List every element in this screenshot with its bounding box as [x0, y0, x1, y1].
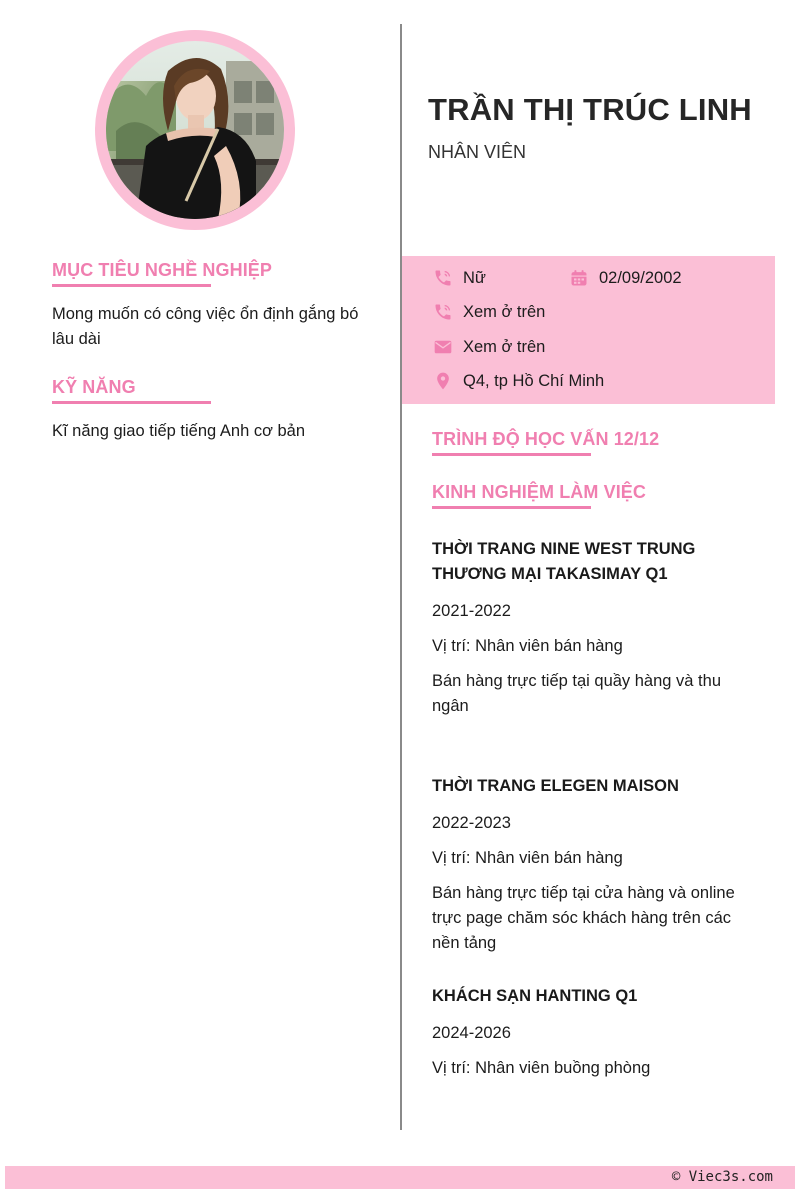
contact-gender: [433, 268, 486, 288]
experience-section: [432, 480, 762, 1081]
objective-text: Mong muốn có công việc ổn định gắng bó lâu dài: [52, 305, 359, 348]
address-value: Q4, tp Hồ Chí Minh: [463, 371, 605, 390]
profile-photo: [106, 41, 284, 219]
section-underline: [52, 284, 211, 287]
phone-icon: [433, 302, 453, 322]
birthday-value: 02/09/2002: [599, 268, 682, 287]
career-objective-section: [52, 258, 372, 352]
email-icon: [433, 337, 453, 357]
job-entry: [432, 774, 762, 956]
job-entry: [432, 984, 762, 1081]
job-company: THỜI TRANG ELEGEN MAISON: [432, 777, 679, 795]
job-description: Bán hàng trực tiếp tại cửa hàng và online trực page chăm sóc khách hàng trên các nền tảng: [432, 884, 735, 952]
section-underline: [432, 453, 591, 456]
contact-info-box: [402, 256, 775, 404]
job-description: Bán hàng trực tiếp tại quầy hàng và thu ngân: [432, 672, 721, 715]
job-entry: [432, 537, 762, 719]
job-period: 2021-2022: [432, 602, 511, 620]
job-company: THỜI TRANG NINE WEST TRUNG THƯƠNG MẠI TAKASIMAY Q1: [432, 540, 696, 583]
contact-address: [433, 371, 604, 391]
contact-email: [433, 337, 545, 357]
footer-watermark: © Viec3s.com: [671, 1169, 773, 1185]
candidate-name: TRẦN THỊ TRÚC LINH: [428, 92, 752, 127]
job-position: Vị trí: Nhân viên bán hàng: [432, 637, 623, 655]
avatar: [95, 30, 295, 230]
job-period: 2024-2026: [432, 1024, 511, 1042]
calendar-icon: [569, 268, 589, 288]
contact-phone: [433, 302, 545, 322]
column-divider: [400, 24, 402, 1130]
skills-text: Kĩ năng giao tiếp tiếng Anh cơ bản: [52, 422, 306, 440]
section-title-objective: MỤC TIÊU NGHỀ NGHIỆP: [52, 260, 273, 280]
section-underline: [52, 401, 211, 404]
left-column: [52, 258, 372, 444]
candidate-job-title: NHÂN VIÊN: [428, 142, 527, 162]
job-position: Vị trí: Nhân viên buồng phòng: [432, 1059, 651, 1077]
job-position: Vị trí: Nhân viên bán hàng: [432, 849, 623, 867]
section-title-skills: KỸ NĂNG: [52, 377, 136, 397]
job-company: KHÁCH SẠN HANTING Q1: [432, 987, 638, 1005]
skills-section: [52, 375, 372, 444]
email-value: Xem ở trên: [463, 337, 546, 356]
phone-value: Xem ở trên: [463, 302, 546, 321]
right-column: [432, 427, 762, 1081]
location-pin-icon: [433, 371, 453, 391]
contact-birthday: [569, 268, 682, 288]
phone-icon: [433, 268, 453, 288]
section-underline: [432, 506, 591, 509]
education-section: [432, 427, 762, 456]
gender-value: Nữ: [463, 268, 486, 287]
section-title-education: TRÌNH ĐỘ HỌC VẤN 12/12: [432, 429, 660, 449]
job-period: 2022-2023: [432, 814, 511, 832]
section-title-experience: KINH NGHIỆM LÀM VIỆC: [432, 482, 647, 502]
footer-bar: [5, 1166, 795, 1189]
